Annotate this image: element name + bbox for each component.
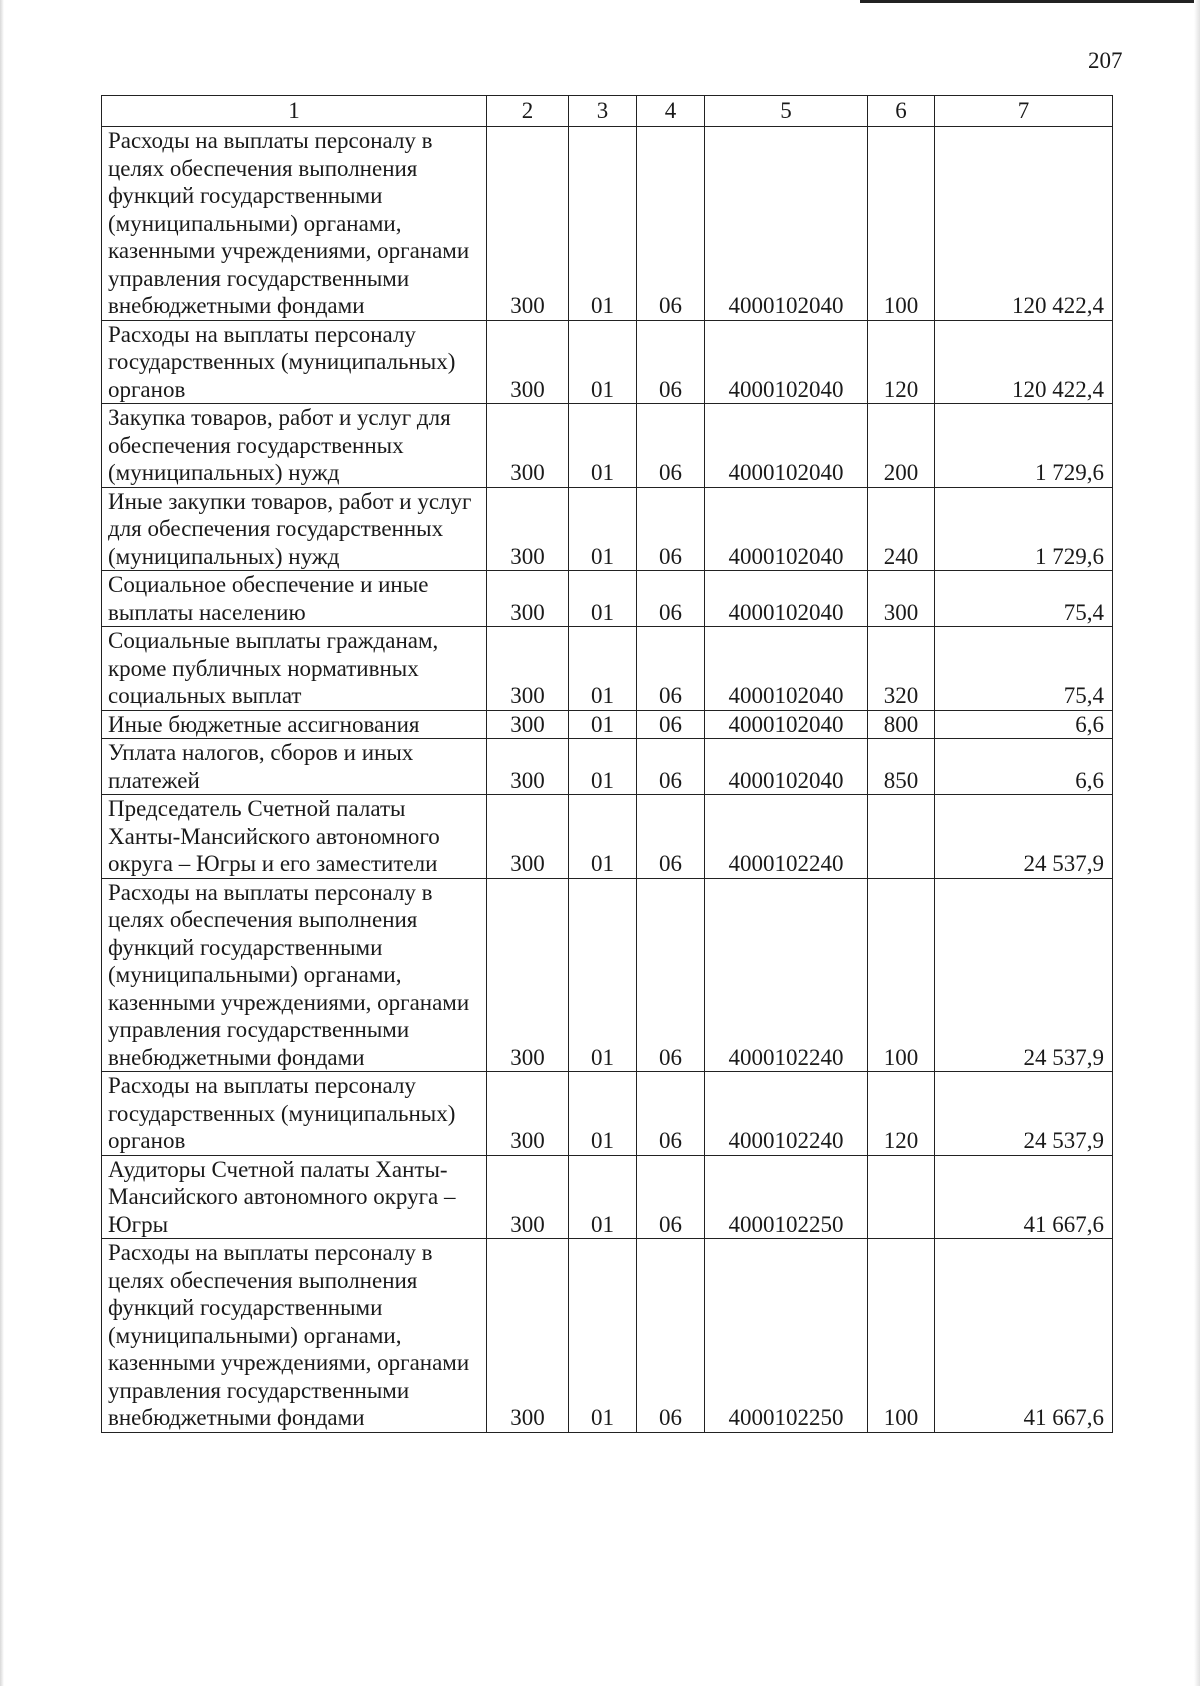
admin-code-cell: 300 [487,404,569,488]
amount-cell: 1 729,6 [935,404,1113,488]
item-name-cell: Расходы на выплаты персоналу в целях обеспечения выполнения функций государственными (муниципальными) органами, казенными учреждениями, органами управления государственными внебюджетными фондами [102,1239,487,1433]
admin-code-cell: 300 [487,571,569,627]
header-cell-1: 1 [102,96,487,127]
header-cell-3: 3 [569,96,637,127]
section-code-cell: 01 [569,739,637,795]
subsection-code-cell: 06 [637,1072,705,1156]
table-row [102,710,1113,739]
target-article-cell: 4000102040 [705,710,868,739]
table-header [102,96,1113,127]
subsection-code-cell: 06 [637,571,705,627]
section-code-cell: 01 [569,1155,637,1239]
budget-table [101,95,1113,1433]
expense-type-cell: 800 [868,710,935,739]
subsection-code-cell: 06 [637,404,705,488]
subsection-code-cell: 06 [637,1239,705,1433]
header-cell-7: 7 [935,96,1113,127]
admin-code-cell: 300 [487,795,569,879]
admin-code-cell: 300 [487,127,569,321]
table-row [102,795,1113,879]
target-article-cell: 4000102040 [705,739,868,795]
item-name-cell: Социальные выплаты гражданам, кроме публичных нормативных социальных выплат [102,627,487,711]
header-cell-6: 6 [868,96,935,127]
subsection-code-cell: 06 [637,739,705,795]
item-name-cell: Председатель Счетной палаты Ханты-Мансийского автономного округа – Югры и его заместители [102,795,487,879]
amount-cell: 120 422,4 [935,127,1113,321]
subsection-code-cell: 06 [637,1155,705,1239]
table-row [102,404,1113,488]
item-name-cell: Закупка товаров, работ и услуг для обеспечения государственных (муниципальных) нужд [102,404,487,488]
target-article-cell: 4000102240 [705,1072,868,1156]
scan-right-edge [1194,0,1200,1686]
table-row [102,1072,1113,1156]
section-code-cell: 01 [569,795,637,879]
table-row [102,627,1113,711]
target-article-cell: 4000102040 [705,404,868,488]
amount-cell: 1 729,6 [935,487,1113,571]
target-article-cell: 4000102040 [705,571,868,627]
target-article-cell: 4000102240 [705,795,868,879]
subsection-code-cell: 06 [637,878,705,1072]
expense-type-cell [868,795,935,879]
target-article-cell: 4000102240 [705,878,868,1072]
section-code-cell: 01 [569,1072,637,1156]
admin-code-cell: 300 [487,710,569,739]
amount-cell: 120 422,4 [935,320,1113,404]
amount-cell: 41 667,6 [935,1155,1113,1239]
item-name-cell: Расходы на выплаты персоналу государственных (муниципальных) органов [102,1072,487,1156]
item-name-cell: Уплата налогов, сборов и иных платежей [102,739,487,795]
target-article-cell: 4000102250 [705,1239,868,1433]
item-name-cell: Иные бюджетные ассигнования [102,710,487,739]
admin-code-cell: 300 [487,1239,569,1433]
header-row [102,96,1113,127]
section-code-cell: 01 [569,404,637,488]
table-row [102,739,1113,795]
amount-cell: 24 537,9 [935,795,1113,879]
table-body [102,127,1113,1433]
item-name-cell: Иные закупки товаров, работ и услуг для обеспечения государственных (муниципальных) нужд [102,487,487,571]
subsection-code-cell: 06 [637,127,705,321]
target-article-cell: 4000102040 [705,487,868,571]
target-article-cell: 4000102040 [705,320,868,404]
amount-cell: 75,4 [935,627,1113,711]
section-code-cell: 01 [569,487,637,571]
item-name-cell: Расходы на выплаты персоналу государственных (муниципальных) органов [102,320,487,404]
table-row [102,487,1113,571]
target-article-cell: 4000102040 [705,127,868,321]
expense-type-cell: 100 [868,878,935,1072]
target-article-cell: 4000102250 [705,1155,868,1239]
expense-type-cell: 850 [868,739,935,795]
subsection-code-cell: 06 [637,627,705,711]
expense-type-cell: 100 [868,1239,935,1433]
header-cell-5: 5 [705,96,868,127]
table-row [102,878,1113,1072]
table-row [102,127,1113,321]
admin-code-cell: 300 [487,487,569,571]
page-number: 207 [1088,48,1123,73]
amount-cell: 41 667,6 [935,1239,1113,1433]
top-edge-line [860,0,1200,3]
table-row [102,1239,1113,1433]
amount-cell: 75,4 [935,571,1113,627]
section-code-cell: 01 [569,710,637,739]
item-name-cell: Социальное обеспечение и иные выплаты населению [102,571,487,627]
section-code-cell: 01 [569,627,637,711]
subsection-code-cell: 06 [637,710,705,739]
expense-type-cell: 240 [868,487,935,571]
section-code-cell: 01 [569,320,637,404]
header-cell-4: 4 [637,96,705,127]
admin-code-cell: 300 [487,1072,569,1156]
expense-type-cell: 120 [868,1072,935,1156]
admin-code-cell: 300 [487,878,569,1072]
amount-cell: 24 537,9 [935,1072,1113,1156]
expense-type-cell: 100 [868,127,935,321]
amount-cell: 6,6 [935,739,1113,795]
expense-type-cell: 120 [868,320,935,404]
section-code-cell: 01 [569,127,637,321]
admin-code-cell: 300 [487,320,569,404]
table-row [102,320,1113,404]
section-code-cell: 01 [569,1239,637,1433]
section-code-cell: 01 [569,878,637,1072]
section-code-cell: 01 [569,571,637,627]
subsection-code-cell: 06 [637,487,705,571]
table-row [102,1155,1113,1239]
expense-type-cell: 300 [868,571,935,627]
admin-code-cell: 300 [487,1155,569,1239]
scan-left-edge [0,0,4,1686]
expense-type-cell: 200 [868,404,935,488]
table-row [102,571,1113,627]
expense-type-cell: 320 [868,627,935,711]
amount-cell: 6,6 [935,710,1113,739]
amount-cell: 24 537,9 [935,878,1113,1072]
header-cell-2: 2 [487,96,569,127]
target-article-cell: 4000102040 [705,627,868,711]
admin-code-cell: 300 [487,627,569,711]
subsection-code-cell: 06 [637,795,705,879]
item-name-cell: Расходы на выплаты персоналу в целях обеспечения выполнения функций государственными (муниципальными) органами, казенными учреждениями, органами управления государственными внебюджетными фондами [102,878,487,1072]
item-name-cell: Расходы на выплаты персоналу в целях обеспечения выполнения функций государственными (муниципальными) органами, казенными учреждениями, органами управления государственными внебюджетными фондами [102,127,487,321]
expense-type-cell [868,1155,935,1239]
subsection-code-cell: 06 [637,320,705,404]
admin-code-cell: 300 [487,739,569,795]
item-name-cell: Аудиторы Счетной палаты Ханты-Мансийского автономного округа – Югры [102,1155,487,1239]
